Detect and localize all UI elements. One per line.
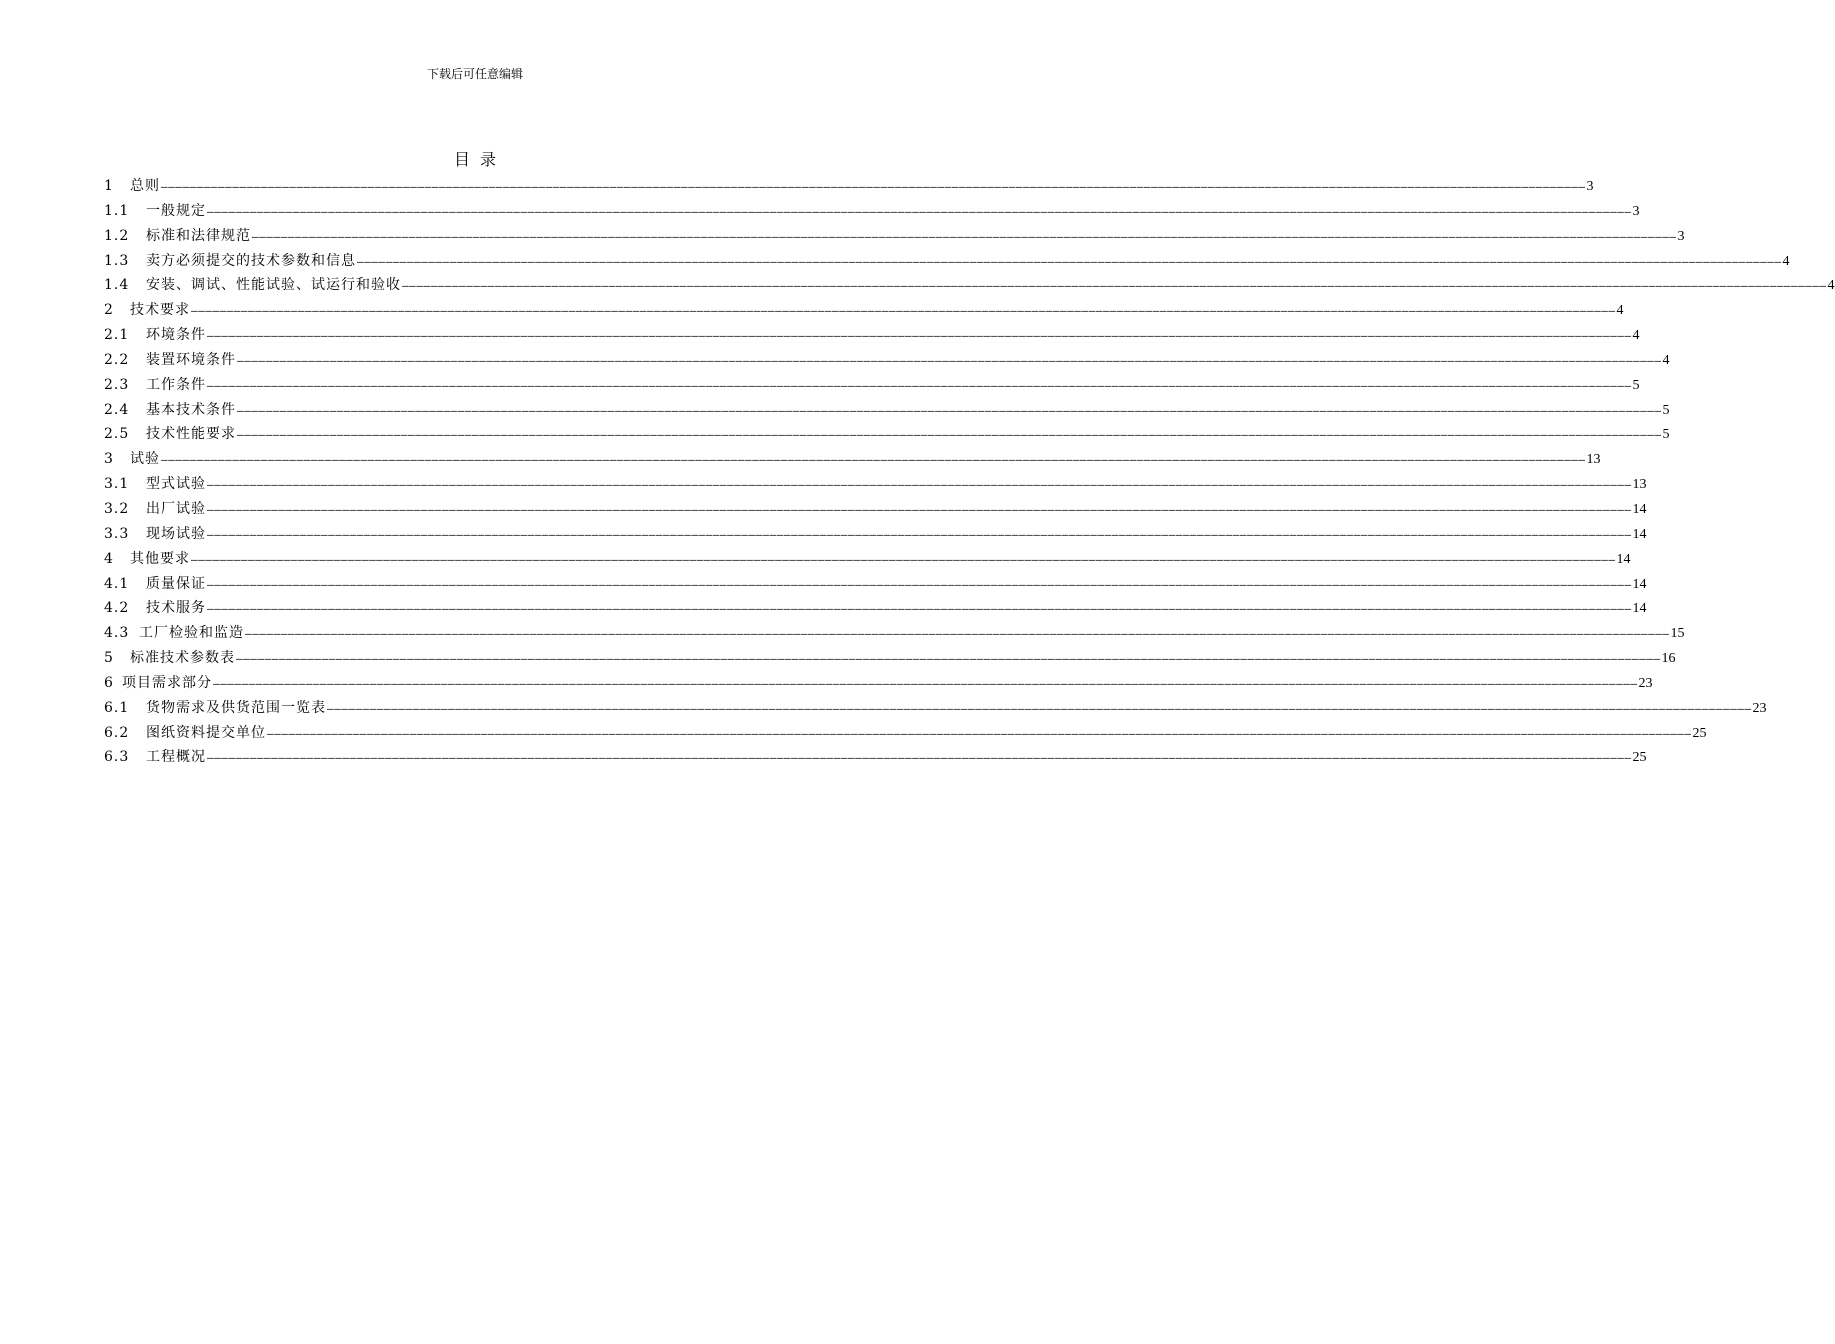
toc-entry[interactable] xyxy=(104,224,1685,249)
toc-entry-number: 6.3 xyxy=(104,749,130,766)
toc-entry-number: 3.1 xyxy=(104,476,130,493)
toc-entry-page: 15 xyxy=(1670,626,1685,642)
toc-entry-number: 1.2 xyxy=(104,227,130,244)
toc-entry[interactable] xyxy=(104,497,1647,522)
toc-title: 目录 xyxy=(453,150,506,169)
toc-dot-leader: ———————————————————————————————————————————————————————————————————————————————————————————————————————————————————————————————————————————————————————————————————————————————————————————————————————— xyxy=(402,279,1827,293)
page-header: 下载后可任意编辑 xyxy=(426,67,523,81)
toc-entry[interactable] xyxy=(104,323,1640,348)
toc-entry-page: 14 xyxy=(1632,601,1647,617)
toc-entry-title: 质量保证 xyxy=(146,575,206,592)
toc-dot-leader: ———————————————————————————————————————————————————————————————————————————————————————————————————————————————————————————————————————————————————————————————————————————————————————————————————————— xyxy=(207,378,1632,392)
toc-entry-title: 项目需求部分 xyxy=(122,674,212,691)
toc-dot-leader: ———————————————————————————————————————————————————————————————————————————————————————————————————————————————————————————————————————————————————————————————————————————————————————————————————————— xyxy=(207,502,1632,516)
toc-dot-leader: ———————————————————————————————————————————————————————————————————————————————————————————————————————————————————————————————————————————————————————————————————————————————————————————————————————— xyxy=(207,478,1632,492)
toc-dot-leader: ———————————————————————————————————————————————————————————————————————————————————————————————————————————————————————————————————————————————————————————————————————————————————————————————————————— xyxy=(237,403,1662,417)
toc-entry-page: 25 xyxy=(1692,725,1707,741)
toc-entry[interactable] xyxy=(104,422,1670,447)
toc-entry[interactable] xyxy=(104,671,1653,696)
toc-entry-title: 其他要求 xyxy=(130,550,190,567)
toc-entry[interactable] xyxy=(104,472,1647,497)
toc-dot-leader: ———————————————————————————————————————————————————————————————————————————————————————————————————————————————————————————————————————————————————————————————————————————————————————————————————————— xyxy=(207,329,1632,343)
toc-entry-page: 16 xyxy=(1661,651,1676,667)
toc-dot-leader: ———————————————————————————————————————————————————————————————————————————————————————————————————————————————————————————————————————————————————————————————————————————————————————————————————————— xyxy=(161,453,1586,467)
toc-dot-leader: ———————————————————————————————————————————————————————————————————————————————————————————————————————————————————————————————————————————————————————————————————————————————————————————————————————— xyxy=(252,229,1677,243)
toc-entry-number: 2 xyxy=(104,302,114,319)
toc-entry-number: 4.1 xyxy=(104,575,130,592)
toc-entry-page: 4 xyxy=(1827,278,1835,294)
toc-entry-title: 卖方必须提交的技术参数和信息 xyxy=(146,252,356,269)
toc-entry[interactable] xyxy=(104,348,1670,373)
toc-entry-title: 技术服务 xyxy=(146,600,206,617)
toc-entry-title: 工程概况 xyxy=(146,749,206,766)
toc-entry-page: 5 xyxy=(1662,427,1670,443)
toc-entry-page: 4 xyxy=(1662,352,1670,368)
toc-entry[interactable] xyxy=(104,522,1647,547)
toc-entry[interactable] xyxy=(104,721,1707,746)
toc-entry-number: 3.2 xyxy=(104,500,130,517)
toc-entry-page: 23 xyxy=(1752,700,1767,716)
toc-dot-leader: ———————————————————————————————————————————————————————————————————————————————————————————————————————————————————————————————————————————————————————————————————————————————————————————————————————— xyxy=(207,602,1632,616)
toc-dot-leader: ———————————————————————————————————————————————————————————————————————————————————————————————————————————————————————————————————————————————————————————————————————————————————————————————————————— xyxy=(357,254,1782,268)
table-of-contents xyxy=(104,174,1835,770)
toc-dot-leader: ———————————————————————————————————————————————————————————————————————————————————————————————————————————————————————————————————————————————————————————————————————————————————————————————————————— xyxy=(207,751,1632,765)
toc-entry-page: 4 xyxy=(1616,303,1624,319)
toc-entry-title: 安装、调试、性能试验、试运行和验收 xyxy=(146,277,401,294)
toc-entry-title: 出厂试验 xyxy=(146,500,206,517)
toc-entry-title: 标准技术参数表 xyxy=(130,650,235,667)
toc-dot-leader: ———————————————————————————————————————————————————————————————————————————————————————————————————————————————————————————————————————————————————————————————————————————————————————————————————————— xyxy=(327,701,1752,715)
toc-dot-leader: ———————————————————————————————————————————————————————————————————————————————————————————————————————————————————————————————————————————————————————————————————————————————————————————————————————— xyxy=(237,353,1662,367)
toc-entry-number: 3.3 xyxy=(104,525,130,542)
toc-dot-leader: ———————————————————————————————————————————————————————————————————————————————————————————————————————————————————————————————————————————————————————————————————————————————————————————————————————— xyxy=(236,652,1661,666)
toc-dot-leader: ———————————————————————————————————————————————————————————————————————————————————————————————————————————————————————————————————————————————————————————————————————————————————————————————————————— xyxy=(207,577,1632,591)
toc-entry-number: 4.2 xyxy=(104,600,130,617)
toc-entry-page: 14 xyxy=(1632,526,1647,542)
toc-entry-page: 5 xyxy=(1662,402,1670,418)
toc-dot-leader: ———————————————————————————————————————————————————————————————————————————————————————————————————————————————————————————————————————————————————————————————————————————————————————————————————————— xyxy=(245,627,1670,641)
toc-entry[interactable] xyxy=(104,199,1640,224)
toc-entry[interactable] xyxy=(104,572,1647,597)
toc-entry-title: 基本技术条件 xyxy=(146,401,236,418)
toc-entry-page: 14 xyxy=(1632,501,1647,517)
toc-dot-leader: ———————————————————————————————————————————————————————————————————————————————————————————————————————————————————————————————————————————————————————————————————————————————————————————————————————— xyxy=(237,428,1662,442)
toc-entry-title: 装置环境条件 xyxy=(146,351,236,368)
toc-entry[interactable] xyxy=(104,174,1594,199)
toc-entry-title: 标准和法律规范 xyxy=(146,227,251,244)
toc-entry-number: 1.4 xyxy=(104,277,130,294)
toc-entry-page: 14 xyxy=(1632,576,1647,592)
toc-entry-page: 23 xyxy=(1638,675,1653,691)
toc-entry-title: 技术要求 xyxy=(130,302,190,319)
toc-entry-title: 货物需求及供货范围一览表 xyxy=(146,699,326,716)
toc-entry-title: 型式试验 xyxy=(146,476,206,493)
toc-entry-number: 2.2 xyxy=(104,351,130,368)
toc-entry-page: 3 xyxy=(1677,228,1685,244)
toc-entry-title: 环境条件 xyxy=(146,327,206,344)
toc-dot-leader: ———————————————————————————————————————————————————————————————————————————————————————————————————————————————————————————————————————————————————————————————————————————————————————————————————————— xyxy=(191,552,1616,566)
toc-entry-title: 试验 xyxy=(130,451,160,468)
toc-entry[interactable] xyxy=(104,596,1647,621)
toc-entry-number: 3 xyxy=(104,451,114,468)
toc-entry-title: 一般规定 xyxy=(146,202,206,219)
toc-dot-leader: ———————————————————————————————————————————————————————————————————————————————————————————————————————————————————————————————————————————————————————————————————————————————————————————————————————— xyxy=(213,676,1638,690)
toc-entry-number: 4 xyxy=(104,550,114,567)
toc-entry[interactable] xyxy=(104,621,1685,646)
toc-dot-leader: ———————————————————————————————————————————————————————————————————————————————————————————————————————————————————————————————————————————————————————————————————————————————————————————————————————— xyxy=(161,180,1586,193)
toc-entry-title: 图纸资料提交单位 xyxy=(146,724,266,741)
toc-entry[interactable] xyxy=(104,447,1601,472)
toc-entry[interactable] xyxy=(104,547,1631,572)
toc-entry-title: 总则 xyxy=(130,178,160,194)
toc-entry-page: 4 xyxy=(1632,328,1640,344)
toc-dot-leader: ———————————————————————————————————————————————————————————————————————————————————————————————————————————————————————————————————————————————————————————————————————————————————————————————————————— xyxy=(207,527,1632,541)
toc-entry-title: 现场试验 xyxy=(146,525,206,542)
toc-entry-title: 工厂检验和监造 xyxy=(139,625,244,642)
toc-dot-leader: ———————————————————————————————————————————————————————————————————————————————————————————————————————————————————————————————————————————————————————————————————————————————————————————————————————— xyxy=(267,726,1692,740)
toc-entry-number: 2.3 xyxy=(104,376,130,393)
toc-entry-page: 3 xyxy=(1586,179,1594,194)
toc-entry-number: 6.2 xyxy=(104,724,130,741)
toc-entry-number: 1.1 xyxy=(104,202,130,219)
toc-entry-title: 技术性能要求 xyxy=(146,426,236,443)
toc-entry-page: 3 xyxy=(1632,203,1640,219)
toc-entry-number: 6.1 xyxy=(104,699,130,716)
toc-entry-number: 2.1 xyxy=(104,327,130,344)
toc-entry-page: 13 xyxy=(1586,452,1601,468)
toc-entry-number: 5 xyxy=(104,650,114,667)
toc-entry[interactable] xyxy=(104,696,1767,721)
toc-dot-leader: ———————————————————————————————————————————————————————————————————————————————————————————————————————————————————————————————————————————————————————————————————————————————————————————————————————— xyxy=(191,304,1616,318)
toc-entry-number: 1 xyxy=(104,178,114,194)
toc-entry-page: 13 xyxy=(1632,477,1647,493)
toc-entry-number: 2.5 xyxy=(104,426,130,443)
toc-entry-title: 工作条件 xyxy=(146,376,206,393)
toc-entry[interactable] xyxy=(104,646,1676,671)
toc-entry-number: 4.3 xyxy=(104,625,130,642)
toc-entry[interactable] xyxy=(104,273,1835,298)
toc-entry[interactable] xyxy=(104,373,1640,398)
toc-entry-page: 5 xyxy=(1632,377,1640,393)
toc-entry-number: 2.4 xyxy=(104,401,130,418)
toc-entry[interactable] xyxy=(104,298,1624,323)
toc-entry-page: 25 xyxy=(1632,750,1647,766)
toc-entry-page: 14 xyxy=(1616,551,1631,567)
toc-entry-number: 1.3 xyxy=(104,252,130,269)
toc-entry[interactable] xyxy=(104,249,1790,274)
toc-dot-leader: ———————————————————————————————————————————————————————————————————————————————————————————————————————————————————————————————————————————————————————————————————————————————————————————————————————— xyxy=(207,204,1632,218)
toc-entry[interactable] xyxy=(104,398,1670,423)
toc-entry-page: 4 xyxy=(1782,253,1790,269)
toc-entry[interactable] xyxy=(104,745,1647,770)
toc-entry-number: 6 xyxy=(104,674,114,691)
